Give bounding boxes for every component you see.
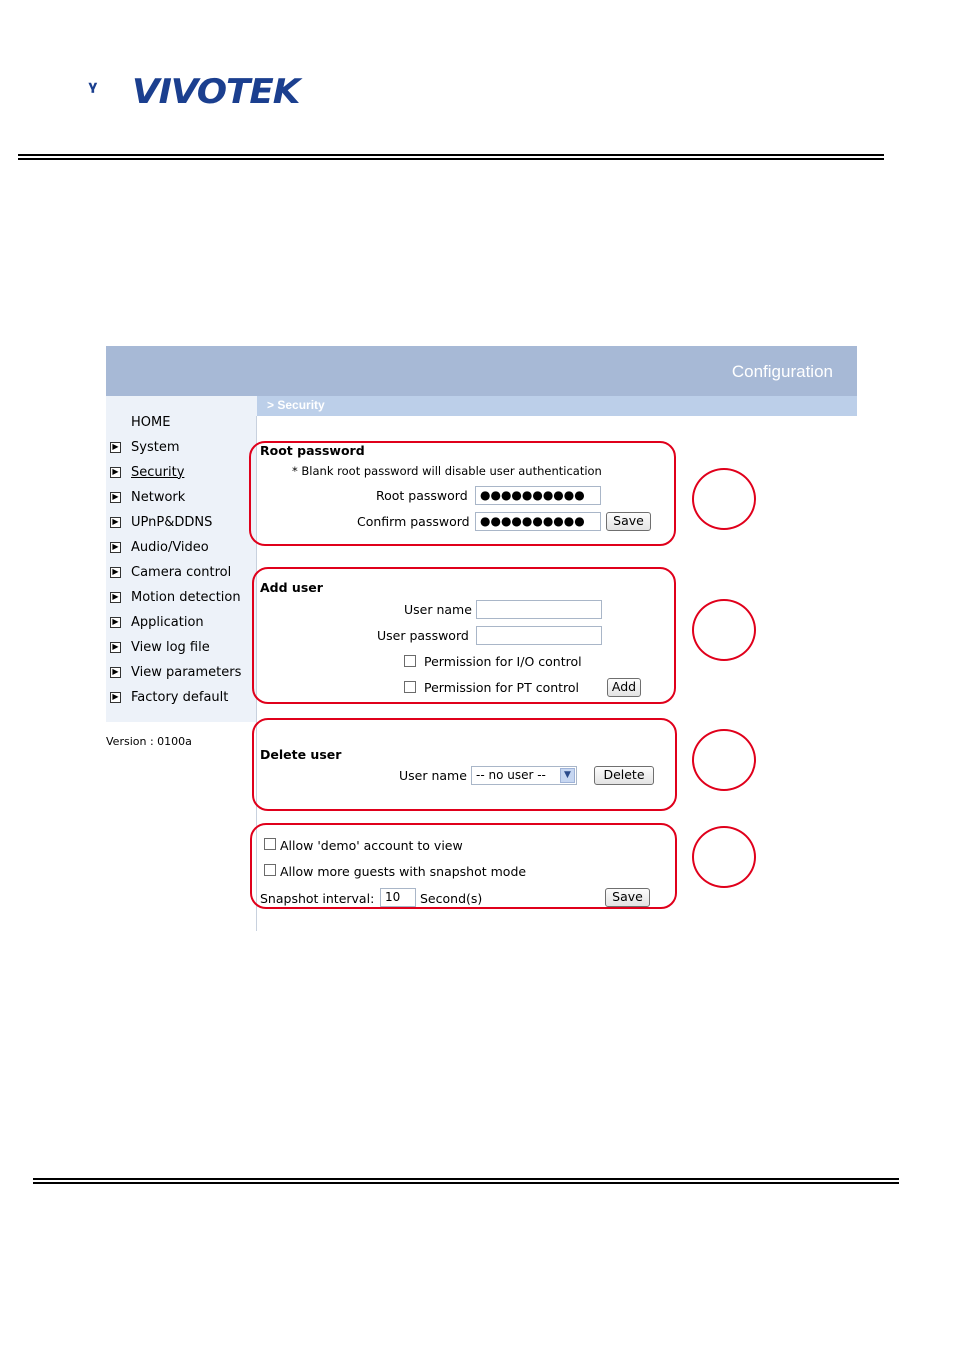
arrow-right-icon: ▶ — [110, 442, 121, 453]
sidebar-item-view-parameters[interactable] — [110, 662, 241, 682]
breadcrumb — [257, 396, 857, 416]
sidebar-item-audio-video[interactable] — [110, 537, 209, 557]
sidebar-item-label: Motion detection — [131, 589, 241, 605]
vivotek-logo-mark — [88, 62, 134, 114]
arrow-right-icon: ▶ — [110, 467, 121, 478]
annotation-circle-2 — [692, 599, 756, 661]
perm-pt-label: Permission for PT control — [424, 680, 580, 695]
sidebar-item-application[interactable] — [110, 612, 204, 632]
annotation-circle-3 — [692, 729, 756, 791]
root-password-input[interactable]: ●●●●●●●●●● — [475, 486, 601, 505]
sidebar-item-label: View parameters — [131, 664, 242, 680]
delete-username-label: User name — [399, 768, 467, 783]
sidebar-item-label: Audio/Video — [131, 539, 209, 555]
sidebar-item-motion-detection[interactable] — [110, 587, 241, 607]
arrow-right-icon: ▶ — [110, 567, 121, 578]
save-root-password-button[interactable]: Save — [606, 512, 651, 531]
sidebar-item-system[interactable] — [110, 437, 179, 457]
save-guest-settings-button[interactable]: Save — [605, 888, 650, 907]
sidebar-item-upnp-ddns[interactable] — [110, 512, 212, 532]
delete-user-button[interactable]: Delete — [594, 766, 654, 785]
root-password-title: Root password — [260, 443, 365, 458]
sidebar-item-label: UPnP&DDNS — [131, 514, 213, 530]
sidebar-item-security[interactable] — [110, 462, 184, 482]
add-user-button[interactable]: Add — [607, 678, 641, 697]
annotation-circle-1 — [692, 468, 756, 530]
arrow-right-icon: ▶ — [110, 542, 121, 553]
confirm-password-label: Confirm password — [357, 514, 470, 529]
annotation-box-add-user — [252, 567, 676, 704]
vivotek-logo-text: VIVOTEK — [132, 72, 300, 112]
allow-guests-label: Allow more guests with snapshot mode — [280, 864, 527, 879]
root-password-note: * Blank root password will disable user authentication — [292, 464, 602, 478]
sidebar-item-camera-control[interactable] — [110, 562, 231, 582]
perm-io-label: Permission for I/O control — [424, 654, 582, 669]
arrow-right-icon: ▶ — [110, 592, 121, 603]
sidebar-item-label: Security — [131, 464, 185, 480]
sidebar-item-view-log-file[interactable] — [110, 637, 210, 657]
sidebar-item-label: Camera control — [131, 564, 232, 580]
top-divider — [18, 154, 884, 160]
annotation-circle-4 — [692, 826, 756, 888]
add-user-password-label: User password — [377, 628, 469, 643]
arrow-right-icon: ▶ — [110, 492, 121, 503]
delete-user-title: Delete user — [260, 747, 342, 762]
annotation-box-guest — [250, 823, 677, 909]
breadcrumb-text: > Security — [267, 398, 325, 412]
sidebar-item-label: Application — [131, 614, 204, 630]
arrow-right-icon: ▶ — [110, 667, 121, 678]
add-username-label: User name — [404, 602, 472, 617]
snapshot-interval-label: Snapshot interval: — [260, 891, 375, 906]
version-label: Version : 0100a — [106, 735, 192, 748]
sidebar-item-label: HOME — [131, 414, 171, 430]
page-title: Configuration — [731, 362, 833, 381]
sidebar — [106, 396, 257, 722]
chevron-down-icon[interactable]: ▼ — [560, 768, 575, 783]
snapshot-interval-input[interactable]: 10 — [380, 888, 416, 907]
sidebar-item-factory-default[interactable] — [110, 687, 228, 707]
arrow-right-icon: ▶ — [110, 642, 121, 653]
snapshot-interval-unit: Second(s) — [420, 891, 483, 906]
allow-demo-label: Allow 'demo' account to view — [280, 838, 463, 853]
arrow-right-icon: ▶ — [110, 617, 121, 628]
bottom-divider — [33, 1178, 899, 1184]
sidebar-item-network[interactable] — [110, 487, 185, 507]
sidebar-item-home[interactable] — [131, 412, 170, 432]
sidebar-item-label: Network — [131, 489, 186, 505]
annotation-box-delete-user — [252, 718, 677, 811]
sidebar-item-label: Factory default — [131, 689, 229, 705]
annotation-box-root-password — [249, 441, 676, 546]
sidebar-item-label: System — [131, 439, 180, 455]
config-header — [106, 346, 857, 396]
arrow-right-icon: ▶ — [110, 517, 121, 528]
add-user-title: Add user — [260, 580, 323, 595]
confirm-password-input[interactable]: ●●●●●●●●●● — [475, 512, 601, 531]
sidebar-item-label: View log file — [131, 639, 210, 655]
delete-username-selected: -- no user -- — [476, 768, 546, 782]
root-password-label: Root password — [376, 488, 468, 503]
arrow-right-icon: ▶ — [110, 692, 121, 703]
